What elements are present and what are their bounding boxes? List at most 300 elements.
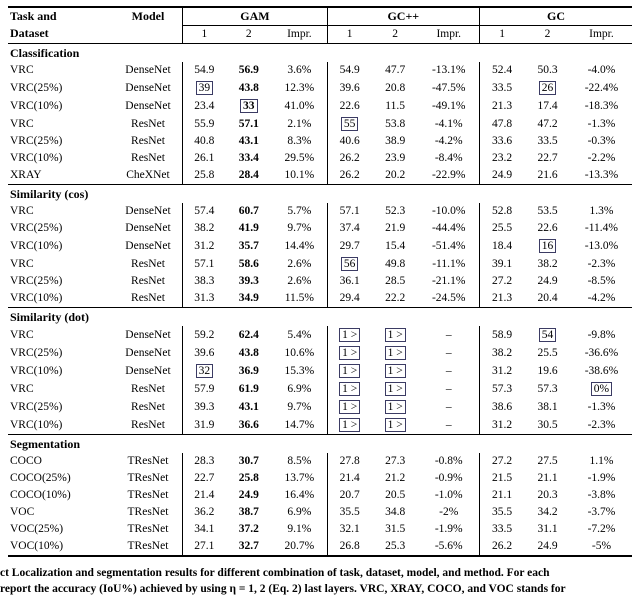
value-cell: 28.5 — [385, 275, 406, 287]
table-row — [8, 237, 632, 255]
value-cell: 52.3 — [385, 205, 406, 217]
value-cell: -7.2% — [587, 523, 616, 535]
value-cell: 36.9 — [238, 364, 259, 377]
model-cell: ResNet — [131, 382, 165, 395]
dataset-cell: VRC(25%) — [10, 81, 63, 94]
value-cell: 43.8 — [238, 81, 259, 94]
caption-line-2: report the accuracy (IoU%) achieved by using η = 1, 2 (Eq. 2) last layers. VRC, XRAY, COCO, and VOC stands for — [0, 583, 566, 595]
value-cell — [372, 362, 419, 380]
boxed-value: 16 — [539, 239, 557, 253]
table-row — [8, 79, 632, 97]
value-cell: 20.7 — [327, 487, 372, 504]
value-cell: 20.5 — [385, 489, 406, 501]
value-cell: -1.9% — [434, 523, 463, 535]
value-cell: 22.7 — [183, 470, 226, 487]
table-row — [8, 290, 632, 308]
value-cell: -44.4% — [431, 222, 466, 234]
value-cell: 40.6 — [327, 133, 372, 150]
value-cell: 58.6 — [238, 257, 259, 270]
model-cell: DenseNet — [125, 222, 171, 234]
value-cell: -51.4% — [431, 239, 466, 252]
boxed-value: 1 > — [339, 364, 360, 378]
value-cell: 27.2 — [479, 453, 524, 470]
dataset-cell: VRC(10%) — [10, 239, 63, 252]
value-cell: 37.2 — [238, 523, 259, 535]
model-cell: ResNet — [131, 400, 165, 413]
boxed-value: 39 — [196, 81, 214, 95]
dataset-cell: VRC — [10, 328, 34, 341]
value-cell: 24.9 — [524, 538, 571, 556]
value-cell: 38.2 — [183, 220, 226, 237]
value-cell: -4.0% — [587, 64, 616, 76]
value-cell: -1.0% — [434, 489, 463, 501]
value-cell — [327, 255, 372, 273]
value-cell: -11.4% — [584, 222, 619, 234]
value-cell: 17.4 — [537, 99, 558, 112]
value-cell — [327, 344, 372, 362]
value-cell: 57.1 — [238, 117, 259, 130]
value-cell — [372, 398, 419, 416]
value-cell: 9.7% — [287, 400, 312, 413]
value-cell: 52.8 — [479, 203, 524, 220]
table-header — [8, 7, 632, 44]
model-cell: DenseNet — [125, 99, 171, 112]
section-title-row — [8, 435, 632, 454]
value-cell: 2.1% — [287, 117, 312, 130]
value-cell: 21.1 — [479, 487, 524, 504]
model-cell: ResNet — [131, 257, 165, 270]
value-cell: 20.4 — [524, 290, 571, 308]
value-cell: -47.5% — [431, 81, 466, 94]
value-cell: 35.5 — [327, 504, 372, 521]
value-cell: -1.3% — [587, 117, 616, 130]
subcol-gam-2: 2 — [245, 28, 252, 40]
value-cell: 30.7 — [238, 455, 259, 467]
group-header-gcpp: GC++ — [327, 7, 479, 26]
value-cell: 22.7 — [537, 152, 558, 164]
value-cell: 31.2 — [183, 237, 226, 255]
dataset-cell: VRC(10%) — [8, 290, 114, 308]
section-title: Segmentation — [10, 436, 80, 451]
table-row — [8, 273, 632, 290]
task-header-line1: Task and — [10, 9, 57, 23]
value-cell: -13.3% — [571, 167, 632, 185]
value-cell: 53.8 — [385, 117, 406, 130]
value-cell: 36.1 — [327, 273, 372, 290]
value-cell: 33.4 — [238, 152, 259, 164]
value-cell: 43.1 — [238, 135, 259, 147]
boxed-value: 1 > — [385, 418, 406, 432]
value-cell: 24.9 — [238, 489, 259, 501]
model-cell: DenseNet — [125, 239, 171, 252]
section-title: Similarity (cos) — [10, 186, 89, 201]
value-cell: 23.4 — [183, 97, 226, 115]
dataset-cell: VRC — [10, 205, 34, 217]
value-cell: 47.8 — [479, 115, 524, 133]
value-cell: 8.3% — [287, 135, 312, 147]
table-row — [8, 150, 632, 167]
value-cell: -22.9% — [419, 167, 480, 185]
value-cell: – — [445, 382, 452, 395]
dataset-cell: COCO — [10, 455, 42, 467]
value-cell: 39.6 — [327, 79, 372, 97]
value-cell: 28.4 — [225, 167, 272, 185]
model-cell: ResNet — [114, 290, 183, 308]
boxed-value: 55 — [341, 117, 359, 131]
value-cell: 31.3 — [183, 290, 226, 308]
value-cell: 30.5 — [524, 416, 571, 435]
dataset-cell: VRC — [10, 382, 34, 395]
value-cell: 25.5 — [479, 220, 524, 237]
value-cell: -2.2% — [587, 152, 616, 164]
dataset-cell: VOC — [10, 506, 35, 518]
value-cell: 33.5 — [537, 135, 558, 147]
value-cell: 47.7 — [385, 64, 406, 76]
value-cell: – — [419, 416, 480, 435]
value-cell: 8.5% — [287, 455, 312, 467]
value-cell: 58.9 — [479, 326, 524, 344]
table-row — [8, 504, 632, 521]
model-cell: DenseNet — [125, 205, 171, 217]
value-cell: -1.3% — [587, 400, 616, 413]
value-cell: 21.1 — [537, 472, 558, 484]
value-cell: 36.6 — [225, 416, 272, 435]
value-cell: 21.9 — [385, 222, 406, 234]
value-cell: 23.2 — [479, 150, 524, 167]
value-cell: 22.6 — [537, 222, 558, 234]
value-cell: -5% — [571, 538, 632, 556]
value-cell: 49.8 — [385, 257, 406, 270]
table-row — [8, 133, 632, 150]
model-cell: DenseNet — [125, 364, 171, 377]
value-cell: -18.3% — [584, 99, 619, 112]
boxed-value: 32 — [196, 364, 214, 378]
value-cell: – — [445, 346, 452, 359]
value-cell: -8.5% — [587, 275, 616, 287]
value-cell: 21.3 — [479, 97, 524, 115]
table-row — [8, 220, 632, 237]
value-cell: 14.4% — [284, 239, 315, 252]
model-cell: DenseNet — [125, 81, 171, 94]
boxed-value: 1 > — [339, 346, 360, 360]
value-cell: 36.2 — [183, 504, 226, 521]
value-cell: -36.6% — [584, 346, 619, 359]
boxed-value: 0% — [591, 382, 612, 396]
value-cell: 54.9 — [327, 62, 372, 79]
value-cell — [372, 344, 419, 362]
value-cell: 10.6% — [284, 346, 315, 359]
model-cell: TResNet — [127, 523, 169, 535]
value-cell: 53.5 — [537, 205, 558, 217]
dataset-cell: VRC(25%) — [10, 346, 63, 359]
dataset-cell: COCO(10%) — [10, 489, 71, 501]
value-cell: 5.7% — [287, 205, 312, 217]
table-row — [8, 380, 632, 398]
model-header: Model — [131, 9, 165, 23]
paper-table-page — [0, 6, 640, 595]
value-cell: 27.2 — [479, 273, 524, 290]
value-cell: 34.1 — [183, 521, 226, 538]
value-cell: 38.1 — [537, 400, 558, 413]
value-cell: 19.6 — [537, 364, 558, 377]
dataset-cell: VRC — [10, 257, 34, 270]
value-cell — [225, 97, 272, 115]
value-cell: 20.8 — [385, 81, 406, 94]
value-cell: 20.2 — [372, 167, 419, 185]
value-cell: 22.6 — [327, 97, 372, 115]
value-cell: 38.2 — [537, 257, 558, 270]
value-cell: 15.3% — [284, 364, 315, 377]
value-cell: 10.1% — [272, 167, 327, 185]
value-cell: 34.2 — [537, 506, 558, 518]
value-cell: 14.7% — [272, 416, 327, 435]
boxed-value: 33 — [240, 99, 258, 113]
value-cell: 2.6% — [287, 257, 312, 270]
boxed-value: 1 > — [339, 418, 360, 432]
value-cell: -13.1% — [431, 64, 466, 76]
value-cell: -9.8% — [587, 328, 616, 341]
value-cell: -4.2% — [434, 135, 463, 147]
boxed-value: 1 > — [385, 364, 406, 378]
model-cell: TResNet — [114, 538, 183, 556]
value-cell — [327, 326, 372, 344]
value-cell: -10.0% — [431, 205, 466, 217]
value-cell — [571, 380, 632, 398]
value-cell — [327, 380, 372, 398]
value-cell: 18.4 — [479, 237, 524, 255]
value-cell: -22.4% — [584, 81, 619, 94]
model-cell: CheXNet — [114, 167, 183, 185]
caption-line-1: ct Localization and segmentation results for different combination of task, dataset, model, and method. For each — [0, 567, 550, 579]
value-cell: 54.9 — [183, 62, 226, 79]
section-title-row — [8, 44, 632, 63]
table-body — [8, 44, 632, 557]
dataset-cell: VRC(25%) — [10, 135, 63, 147]
subcol-gcpp-impr: Impr. — [436, 28, 462, 40]
value-cell: 32.7 — [225, 538, 272, 556]
value-cell: -38.6% — [584, 364, 619, 377]
table-row — [8, 115, 632, 133]
value-cell: 5.4% — [287, 328, 312, 341]
value-cell: 39.1 — [479, 255, 524, 273]
table-row — [8, 416, 632, 435]
value-cell: 57.3 — [537, 382, 558, 395]
dataset-cell: COCO(25%) — [10, 472, 71, 484]
section-title-row — [8, 308, 632, 327]
value-cell: 52.4 — [479, 62, 524, 79]
value-cell: 22.2 — [372, 290, 419, 308]
model-cell: TResNet — [127, 472, 169, 484]
boxed-value: 54 — [539, 328, 557, 342]
value-cell: 33.5 — [479, 79, 524, 97]
value-cell: 6.9% — [287, 382, 312, 395]
value-cell: 21.4 — [327, 470, 372, 487]
boxed-value: 1 > — [339, 382, 360, 396]
value-cell — [327, 115, 372, 133]
value-cell: 25.8 — [238, 472, 259, 484]
value-cell: 59.2 — [183, 326, 226, 344]
value-cell: 57.9 — [183, 380, 226, 398]
dataset-cell: VRC(25%) — [10, 275, 63, 287]
value-cell: 21.5 — [479, 470, 524, 487]
value-cell: 38.7 — [238, 506, 259, 518]
dataset-cell: VRC(25%) — [10, 222, 63, 234]
group-header-row — [8, 7, 632, 26]
value-cell: -0.3% — [587, 135, 616, 147]
table-row — [8, 203, 632, 220]
section-title: Classification — [10, 45, 80, 60]
boxed-value: 26 — [539, 81, 557, 95]
value-cell: 25.3 — [372, 538, 419, 556]
value-cell: 41.0% — [284, 99, 315, 112]
table-row — [8, 470, 632, 487]
value-cell: 39.3 — [238, 275, 259, 287]
value-cell: 33.5 — [479, 521, 524, 538]
value-cell: 26.2 — [327, 150, 372, 167]
value-cell: 21.2 — [385, 472, 406, 484]
value-cell — [327, 416, 372, 435]
value-cell: 41.9 — [238, 222, 259, 234]
value-cell — [327, 362, 372, 380]
value-cell: 3.6% — [287, 64, 312, 76]
value-cell: 31.2 — [479, 362, 524, 380]
subcol-gam-1: 1 — [183, 26, 226, 44]
value-cell: 12.3% — [284, 81, 315, 94]
value-cell: 38.2 — [479, 344, 524, 362]
value-cell: -13.0% — [584, 239, 619, 252]
value-cell: 57.1 — [327, 203, 372, 220]
value-cell: 24.9 — [537, 275, 558, 287]
value-cell: 25.5 — [537, 346, 558, 359]
value-cell: 55.9 — [183, 115, 226, 133]
value-cell: 33.6 — [479, 133, 524, 150]
table-row — [8, 97, 632, 115]
model-cell: ResNet — [131, 275, 165, 287]
value-cell: 20.7% — [272, 538, 327, 556]
value-cell: 50.3 — [537, 64, 558, 76]
table-caption — [0, 565, 640, 597]
table-row — [8, 398, 632, 416]
value-cell: 27.3 — [385, 455, 406, 467]
model-cell: ResNet — [114, 416, 183, 435]
value-cell: 26.8 — [327, 538, 372, 556]
group-header-gam: GAM — [183, 7, 327, 26]
model-cell: TResNet — [127, 489, 169, 501]
group-header-gc: GC — [479, 7, 632, 26]
table-row — [8, 521, 632, 538]
value-cell: 26.2 — [479, 538, 524, 556]
section-title-row — [8, 185, 632, 204]
value-cell: -24.5% — [419, 290, 480, 308]
value-cell: 25.8 — [183, 167, 226, 185]
value-cell: 6.9% — [287, 506, 312, 518]
table-row — [8, 362, 632, 380]
boxed-value: 56 — [341, 257, 359, 271]
value-cell: 26.1 — [183, 150, 226, 167]
boxed-value: 1 > — [339, 328, 360, 342]
value-cell: 1.1% — [589, 455, 614, 467]
value-cell: 23.9 — [385, 152, 406, 164]
value-cell: -21.1% — [431, 275, 466, 287]
value-cell: 57.3 — [479, 380, 524, 398]
value-cell: 1.3% — [589, 205, 614, 217]
value-cell: -4.1% — [434, 117, 463, 130]
dataset-cell: VOC(25%) — [10, 523, 64, 535]
value-cell — [372, 416, 419, 435]
value-cell: -11.1% — [432, 257, 466, 270]
results-table — [8, 6, 632, 557]
subcol-gc-impr: Impr. — [589, 28, 614, 40]
value-cell: 31.9 — [183, 416, 226, 435]
value-cell — [524, 237, 571, 255]
model-cell: ResNet — [131, 135, 165, 147]
value-cell — [183, 362, 226, 380]
value-cell: -3.8% — [587, 489, 616, 501]
value-cell: 27.5 — [537, 455, 558, 467]
value-cell: 24.9 — [479, 167, 524, 185]
value-cell: 35.5 — [479, 504, 524, 521]
value-cell: 60.7 — [238, 205, 259, 217]
value-cell: 40.8 — [183, 133, 226, 150]
value-cell: 31.1 — [537, 523, 558, 535]
table-row — [8, 538, 632, 556]
dataset-cell: XRAY — [8, 167, 114, 185]
subcol-gc-2: 2 — [544, 28, 551, 40]
value-cell: 39.3 — [183, 398, 226, 416]
value-cell: -3.7% — [587, 506, 616, 518]
dataset-cell: VRC(25%) — [10, 400, 63, 413]
value-cell: 21.3 — [479, 290, 524, 308]
model-cell: TResNet — [127, 455, 169, 467]
value-cell: – — [445, 328, 452, 341]
value-cell: 31.2 — [479, 416, 524, 435]
value-cell: 38.3 — [183, 273, 226, 290]
value-cell — [372, 326, 419, 344]
table-row — [8, 344, 632, 362]
value-cell: – — [445, 364, 452, 377]
value-cell: 31.5 — [385, 523, 406, 535]
boxed-value: 1 > — [385, 328, 406, 342]
table-row — [8, 487, 632, 504]
table-row — [8, 453, 632, 470]
value-cell: 47.2 — [537, 117, 558, 130]
task-dataset-header — [8, 7, 114, 44]
dataset-cell: VOC(10%) — [8, 538, 114, 556]
value-cell — [183, 79, 226, 97]
value-cell: 20.3 — [537, 489, 558, 501]
value-cell: -5.6% — [419, 538, 480, 556]
dataset-cell: VRC(10%) — [10, 99, 63, 112]
dataset-cell: VRC(10%) — [10, 364, 63, 377]
value-cell — [327, 398, 372, 416]
value-cell: -0.9% — [434, 472, 463, 484]
model-cell: DenseNet — [125, 346, 171, 359]
model-cell: ResNet — [131, 152, 165, 164]
table-row — [8, 167, 632, 185]
section-title: Similarity (dot) — [10, 309, 89, 324]
value-cell: 26.2 — [327, 167, 372, 185]
value-cell: 38.6 — [479, 398, 524, 416]
boxed-value: 1 > — [385, 382, 406, 396]
value-cell: 13.7% — [284, 472, 315, 484]
dataset-cell: VRC — [10, 117, 34, 130]
subcol-gcpp-1: 1 — [327, 26, 372, 44]
boxed-value: 1 > — [385, 346, 406, 360]
value-cell: 21.6 — [524, 167, 571, 185]
value-cell: 62.4 — [238, 328, 259, 341]
boxed-value: 1 > — [339, 400, 360, 414]
value-cell: 35.7 — [238, 239, 259, 252]
